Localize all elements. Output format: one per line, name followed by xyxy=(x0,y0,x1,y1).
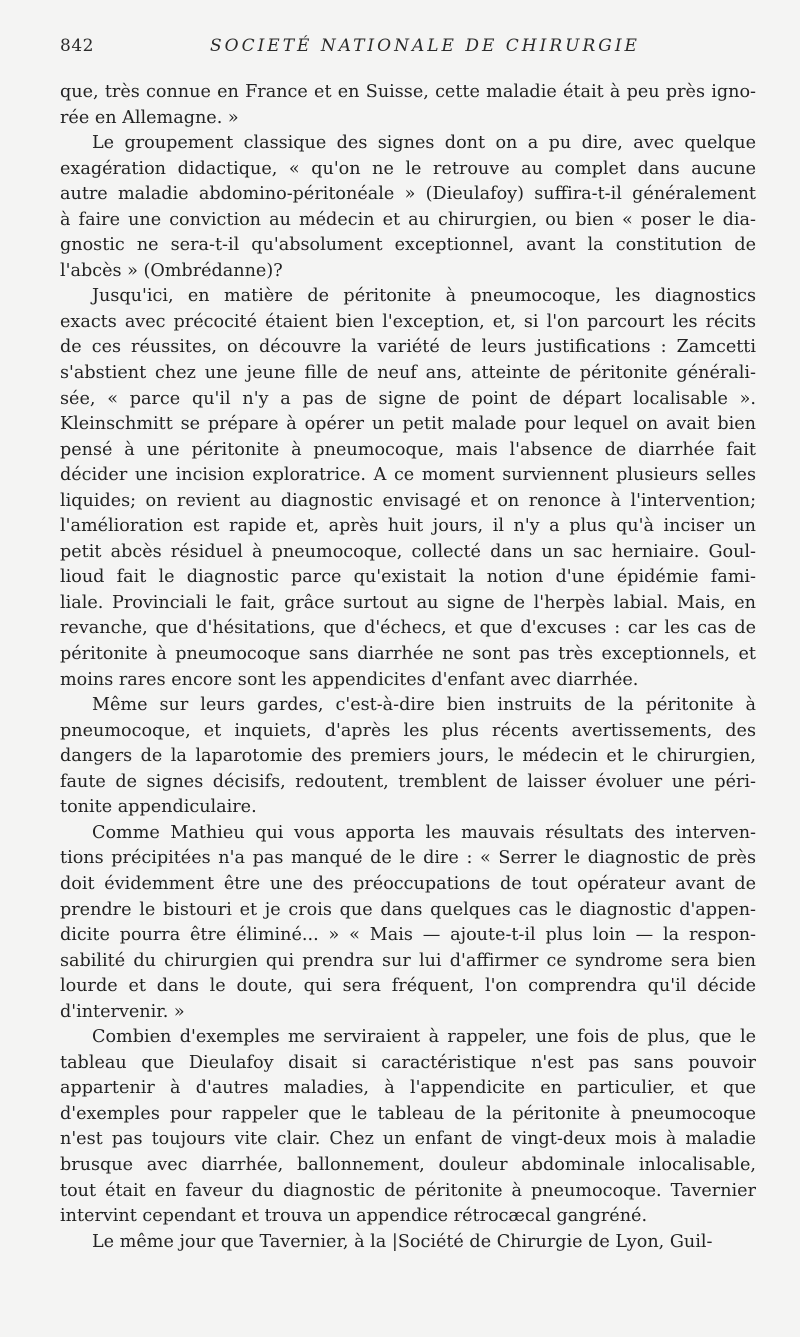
running-title: SOCIETÉ NATIONALE DE CHIRURGIE xyxy=(210,36,640,56)
body-text xyxy=(60,80,756,1255)
paragraph xyxy=(60,821,756,1025)
text-line: l'amélioration est rapide et, après huit jours, il n'y a plus qu'à inciser un xyxy=(60,516,756,537)
text-line: décider une incision exploratrice. A ce moment surviennent plusieurs selles xyxy=(60,465,756,486)
paragraph xyxy=(60,284,756,693)
text-line: faute de signes décisifs, redoutent, tremblent de laisser évoluer une péri- xyxy=(60,771,756,792)
text-line: dicite pourra être éliminé... » « Mais — ajoute-t-il plus loin — la respon- xyxy=(60,925,756,946)
paragraph xyxy=(60,80,756,131)
text-line: pensé à une péritonite à pneumocoque, mais l'absence de diarrhée fait xyxy=(60,439,756,460)
paragraph xyxy=(60,131,756,284)
text-line: Même sur leurs gardes, c'est-à-dire bien instruits de la péritonite à xyxy=(92,695,756,716)
text-line: prendre le bistouri et je crois que dans quelques cas le diagnostic d'appen- xyxy=(60,899,756,920)
text-line: tions précipitées n'a pas manqué de le dire : « Serrer le diagnostic de près xyxy=(60,848,756,869)
text-line: Le groupement classique des signes dont on a pu dire, avec quelque xyxy=(92,133,756,154)
text-line: de ces réussites, on découvre la variété de leurs justifications : Zamcetti xyxy=(60,337,756,358)
paragraph xyxy=(60,1025,756,1229)
text-line: autre maladie abdomino-péritonéale » (Dieulafoy) suffira-t-il généralement xyxy=(60,184,756,205)
text-line: tonite appendiculaire. xyxy=(60,797,257,818)
text-line: revanche, que d'hésitations, que d'échecs, et que d'excuses : car les cas de xyxy=(60,618,756,639)
text-line: tableau que Dieulafoy disait si caractéristique n'est pas sans pouvoir xyxy=(60,1052,756,1073)
text-line: lourde et dans le doute, qui sera fréquent, l'on comprendra qu'il décide xyxy=(60,976,756,997)
text-line: exacts avec précocité étaient bien l'exception, et, si l'on parcourt les récits xyxy=(60,311,756,332)
text-line: gnostic ne sera-t-il qu'absolument exceptionnel, avant la constitution de xyxy=(60,235,756,256)
text-line: Kleinschmitt se prépare à opérer un petit malade pour lequel on avait bien xyxy=(60,414,756,435)
text-line: liquides; on revient au diagnostic envisagé et on renonce à l'intervention; xyxy=(60,490,756,511)
text-line: rée en Allemagne. » xyxy=(60,107,239,128)
text-line: tout était en faveur du diagnostic de péritonite à pneumocoque. Tavernier xyxy=(60,1180,756,1201)
text-line: appartenir à d'autres maladies, à l'appendicite en particulier, et que xyxy=(60,1078,756,1099)
text-line: sabilité du chirurgien qui prendra sur lui d'affirmer ce syndrome sera bien xyxy=(60,950,756,971)
text-line: exagération didactique, « qu'on ne le retrouve au complet dans aucune xyxy=(60,158,756,179)
text-line: intervint cependant et trouva un appendice rétrocæcal gangréné. xyxy=(60,1206,648,1227)
text-line: à faire une conviction au médecin et au chirurgien, ou bien « poser le dia- xyxy=(60,209,756,230)
text-line: péritonite à pneumocoque sans diarrhée ne sont pas très exceptionnels, et xyxy=(60,644,756,665)
text-line: Jusqu'ici, en matière de péritonite à pneumocoque, les diagnostics xyxy=(92,286,756,307)
page-header xyxy=(60,36,760,64)
text-line: brusque avec diarrhée, ballonnement, douleur abdominale inlocalisable, xyxy=(60,1154,756,1175)
paragraph xyxy=(60,1230,756,1256)
text-line: d'intervenir. » xyxy=(60,1001,185,1022)
text-line: Le même jour que Tavernier, à la |Société de Chirurgie de Lyon, Guil- xyxy=(92,1231,713,1252)
text-line: Combien d'exemples me serviraient à rappeler, une fois de plus, que le xyxy=(92,1027,756,1048)
text-line: d'exemples pour rappeler que le tableau de la péritonite à pneumocoque xyxy=(60,1103,756,1124)
text-line: que, très connue en France et en Suisse, cette maladie était à peu près igno- xyxy=(60,82,756,102)
text-line: l'abcès » (Ombrédanne)? xyxy=(60,260,283,281)
text-line: n'est pas toujours vite clair. Chez un enfant de vingt-deux mois à maladie xyxy=(60,1129,756,1150)
text-line: liale. Provinciali le fait, grâce surtout au signe de l'herpès labial. Mais, en xyxy=(60,592,756,613)
text-line: doit évidemment être une des préoccupations de tout opérateur avant de xyxy=(60,873,756,894)
text-line: sée, « parce qu'il n'y a pas de signe de point de départ localisable ». xyxy=(60,388,756,409)
text-line: lioud fait le diagnostic parce qu'existait la notion d'une épidémie fami- xyxy=(60,567,756,588)
paragraph xyxy=(60,693,756,821)
text-line: moins rares encore sont les appendicites d'enfant avec diarrhée. xyxy=(60,669,639,690)
text-line: dangers de la laparotomie des premiers jours, le médecin et le chirurgien, xyxy=(60,746,756,767)
text-line: s'abstient chez une jeune fille de neuf ans, atteinte de péritonite générali- xyxy=(60,363,756,384)
text-line: Comme Mathieu qui vous apporta les mauvais résultats des interven- xyxy=(92,822,756,843)
text-line: petit abcès résiduel à pneumocoque, collecté dans un sac herniaire. Goul- xyxy=(60,541,756,562)
page-number: 842 xyxy=(60,36,94,56)
text-line: pneumocoque, et inquiets, d'après les plus récents avertissements, des xyxy=(60,720,756,741)
